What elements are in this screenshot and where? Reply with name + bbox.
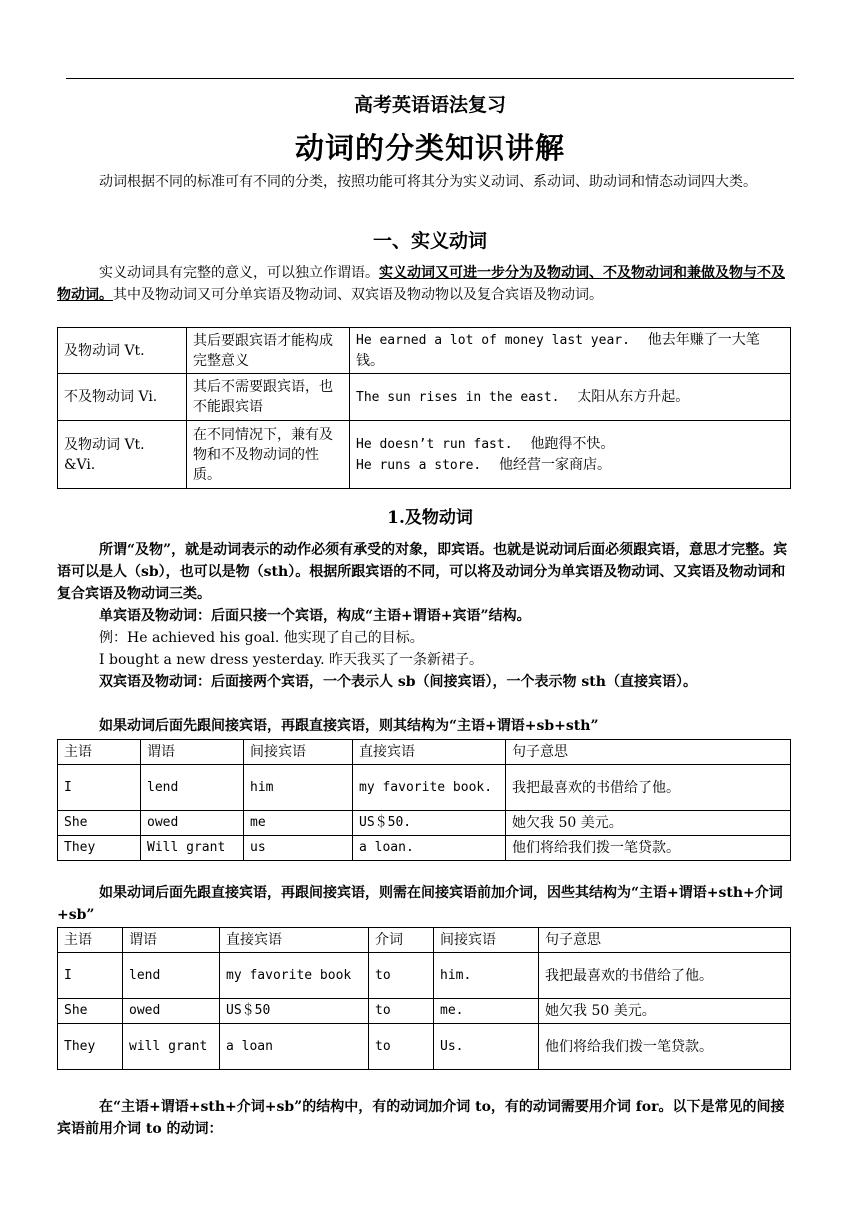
table-row: They will grant a loan to Us. 他们将给我们拨一笔贷款。	[58, 1024, 791, 1070]
header-rule	[66, 78, 794, 79]
header-cell: 间接宾语	[434, 928, 539, 953]
structure-table-2	[57, 927, 791, 1070]
table-row: They Will grant us a loan. 他们将给我们拨一笔贷款。	[58, 836, 791, 861]
header-cell: 直接宾语	[220, 928, 369, 953]
section-heading: 一、实义动词	[372, 230, 487, 252]
closing-paragraph: 在“主语+谓语+sth+介词+sb”的结构中，有的动词加介词 to，有的动词需要用介词 for。以下是常见的间接宾语前用介词 to 的动词：	[57, 1099, 785, 1137]
example-cell: The sun rises in the east. 太阳从东方升起。	[350, 374, 791, 421]
example-line: 例：He achieved his goal. 他实现了自己的目标。	[99, 630, 424, 646]
header-cell: 间接宾语	[244, 740, 353, 765]
header-cell: 句子意思	[506, 740, 791, 765]
double-object-text: 双宾语及物动词：后面接两个宾语，一个表示人 sb（间接宾语），一个表示物 sth（直接宾语）。	[99, 674, 697, 690]
structure-table-1	[57, 739, 791, 861]
header-cell: 介词	[369, 928, 434, 953]
type-cell: 及物动词 Vt.	[58, 328, 187, 374]
desc-cell: 在不同情况下，兼有及物和不及物动词的性质。	[187, 421, 350, 489]
table-row	[58, 421, 791, 489]
underlined-text: 实义动词又可进一步分为及物动词、不及物动词和兼做及物与不及物动词。	[57, 265, 785, 303]
type-cell: 及物动词 Vt. &Vi.	[58, 421, 187, 489]
example-cell: He doesn’t run fast. 他跑得不快。 He runs a store. 他经营一家商店。	[350, 421, 791, 489]
desc-cell: 其后不需要跟宾语，也不能跟宾语	[187, 374, 350, 421]
single-object-text: 单宾语及物动词：后面只接一个宾语，构成“主语+谓语+宾语”结构。	[99, 608, 531, 624]
structure-rule-2: 如果动词后面先跟直接宾语，再跟间接宾语，则需在间接宾语前加介词，因些其结构为“主语+谓语+sth+介词+sb”	[57, 885, 783, 923]
header-cell: 主语	[58, 928, 123, 953]
table-header-row	[58, 740, 791, 765]
header-cell: 谓语	[123, 928, 220, 953]
structure-rule-1: 如果动词后面先跟间接宾语，再跟直接宾语，则其结构为“主语+谓语+sb+sth”	[99, 718, 599, 734]
doc-subtitle: 高考英语语法复习	[353, 94, 506, 116]
table-row	[58, 374, 791, 421]
header-cell: 句子意思	[539, 928, 791, 953]
table-header-row	[58, 928, 791, 953]
header-cell: 直接宾语	[353, 740, 506, 765]
type-cell: 不及物动词 Vi.	[58, 374, 187, 421]
table-row: She owed me US＄50. 她欠我 50 美元。	[58, 811, 791, 836]
example-line: I bought a new dress yesterday. 昨天我买了一条新裙子。	[99, 652, 483, 668]
doc-title: 动词的分类知识讲解	[294, 131, 565, 165]
transitive-paragraph: 所谓“及物”，就是动词表示的动作必须有承受的对象，即宾语。也就是说动词后面必须跟宾语，意思才完整。宾语可以是人（sb），也可以是物（sth）。根据所跟宾语的不同，可以将及动词分为单宾语及物动词、又宾语及物动词和复合宾语及物动词三类。	[57, 542, 788, 602]
example-cell: He earned a lot of money last year. 他去年赚了一大笔钱。	[350, 328, 791, 374]
header-cell: 主语	[58, 740, 141, 765]
table-row: I lend my favorite book to him. 我把最喜欢的书借给了他。	[58, 953, 791, 999]
header-cell: 谓语	[141, 740, 244, 765]
table-row: I lend him my favorite book. 我把最喜欢的书借给了他。	[58, 765, 791, 811]
intro-paragraph: 动词根据不同的标准可有不同的分类，按照功能可将其分为实义动词、系动词、助动词和情态动词四大类。	[99, 174, 757, 190]
desc-cell: 其后要跟宾语才能构成完整意义	[187, 328, 350, 374]
table-row	[58, 328, 791, 374]
table-row: She owed US＄50 to me. 她欠我 50 美元。	[58, 999, 791, 1024]
verb-type-table	[57, 327, 791, 489]
subsection-heading: 1.及物动词	[387, 508, 473, 528]
section1-paragraph: 实义动词具有完整的意义，可以独立作谓语。实义动词又可进一步分为及物动词、不及物动词和兼做及物与不及物动词。其中及物动词又可分单宾语及物动词、双宾语及物动物以及复合宾语及物动词。	[57, 265, 785, 303]
